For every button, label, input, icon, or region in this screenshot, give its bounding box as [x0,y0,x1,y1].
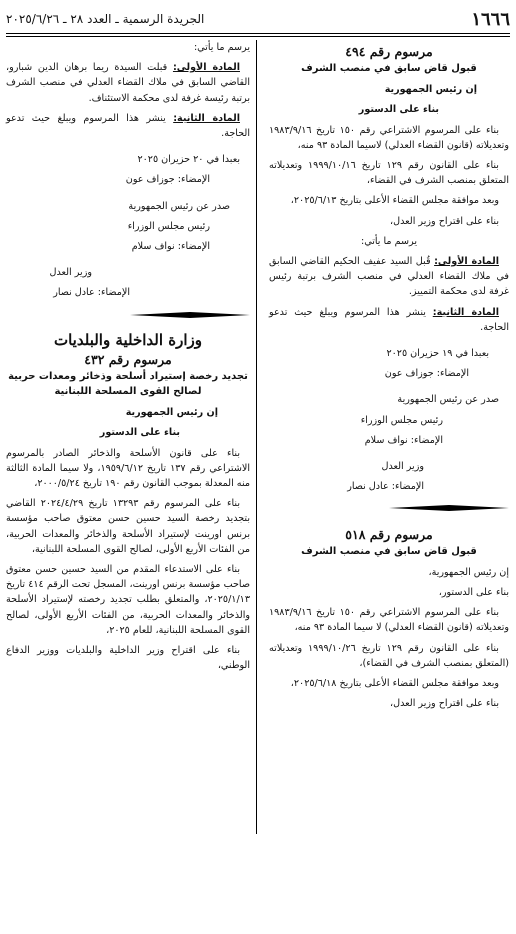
decree-494-article-2 [269,305,509,335]
decree-432-subject: تجديد رخصة إستيراد أسلحة وذخائر ومعدات حربية لصالح القوى المسلحة اللبنانية [8,371,248,398]
decree-494-constitution: بناء على الدستور [358,104,439,116]
decree-494-para-3: وبعد موافقة مجلس القضاء الأعلى بتاريخ ٢٠٢٥/٦/١٣، [290,195,499,207]
decree-518-title: مرسوم رقم ٥١٨ [345,526,433,542]
decree-cont-justice: وزير العدل [49,267,92,279]
decree-518-para-1: بناء على المرسوم الاشتراعي رقم ١٥٠ تاريخ ١٩٨٣/٩/١٦ وتعديلاته (قانون القضاء العدلي) لا سيما المادة ٩٣ منه، [269,607,509,634]
article-2-text: ينشر هذا المرسوم ويبلغ حيث تدعو الحاجة. [6,112,250,140]
right-column [269,40,509,928]
decree-494-article-1 [269,254,509,300]
decree-432-title: مرسوم رقم ٤٣٢ [84,352,172,368]
decree-518-constitution: بناء على الدستور، [438,587,509,599]
page-header [6,6,510,32]
decree-cont-sig-justice: الإمضاء: عادل نصار [53,287,130,299]
article-1-label: المادة الأولى: [172,62,240,74]
left-column [6,40,250,928]
decree-518-president: إن رئيس الجمهورية، [428,566,509,578]
decree-432-para-3: بناء على الاستدعاء المقدم من السيد حسين حسن معتوق صاحب مؤسسة برنس اورينت، المسجل تحت الرقم ٤١٤ تاريخ ٢٠٢٥/١/١٣، والمتعلق بطلب تجديد رخصته لإستيراد الأسلحة والذخائر والمعدات الحربية، من الفئات الأربع الأولى، لصالح القوى المسلحة اللبنانية، للعام ٢٠٢٥، [6,564,250,636]
page-number: ١٦٦٦ [471,8,510,30]
article-2-label: المادة الثانية: [173,112,240,124]
decree-cont-decrees: يرسم ما يأتي: [193,42,250,53]
decree-494-title: مرسوم رقم ٤٩٤ [345,44,433,59]
decree-494-decrees: يرسم ما يأتي: [360,235,418,247]
decree-432-para-1: بناء على قانون الأسلحة والذخائر الصادر بالمرسوم الاشتراعي رقم ١٣٧ تاريخ ١٩٥٩/٦/١٢، ولا سيما المادة الثالثة منه المعدلة بموجب القانون رقم ١٩٠ تاريخ ٢٠٠٠/٥/٢٤، [6,447,250,490]
decree-432-para-2: بناء على المرسوم رقم ١٣٢٩٣ تاريخ ٢٠٢٤/٤/٢٩ القاضي بتجديد رخصة السيد حسين حسن معتوق صاحب مؤسسة برنس اورينت لإستيراد الأسلحة والذخائر والمعدات الحربية، من الفئات الأربع الأولى، لصالح القوى المسلحة اللبنانية، [6,498,250,555]
article-1-text: قبلت السيدة ريما برهان الدين شبارو، القاضي السابق في ملاك القضاء العدلي في منصب الشرف برتبة رئيسة غرفة لدى محكمة الاستئناف. [6,62,250,104]
ornament-divider [389,505,509,511]
decree-494-para-4: بناء على اقتراح وزير العدل، [390,215,499,227]
decree-494-date: بعبدا في ١٩ حزيران ٢٠٢٥ [386,348,489,360]
decree-494-sig-president: الإمضاء: جوزاف عون [384,368,469,380]
decree-518-para-3: وبعد موافقة مجلس القضاء الأعلى بتاريخ ٢٠٢٥/٦/١٨، [290,678,499,690]
article-2-label: المادة الثانية: [432,306,499,318]
article-1-label: المادة الأولى: [434,256,499,268]
header-rule-thin [6,36,510,37]
decree-518-subject: قبول قاض سابق في منصب الشرف [301,545,477,557]
decree-cont-article-1 [6,60,250,106]
article-2-text: ينشر هذا المرسوم ويبلغ حيث تدعو الحاجة. [269,306,509,333]
decree-cont-sig-pm: الإمضاء: نواف سلام [131,241,210,253]
decree-494-para-1: بناء على المرسوم الاشتراعي رقم ١٥٠ تاريخ ١٩٨٣/٩/١٦ وتعديلاته (قانون القضاء العدلي) لاسيما المادة ٩٣ منه، [269,124,509,151]
article-1-text: قُبل السيد عفيف الحكيم القاضي السابق في ملاك القضاء العدلي في منصب الشرف برتبة رئيس غرفة لدى محكمة التمييز. [269,256,509,298]
decree-432-president: إن رئيس الجمهورية [125,407,218,419]
decree-494-issued: صدر عن رئيس الجمهورية [397,394,499,406]
column-divider [256,40,257,834]
decree-494-para-2: بناء على القانون رقم ١٢٩ تاريخ ١٩٩٩/١٠/١٦ وتعديلاته المتعلق بمنصب الشرف في القضاء، [269,160,509,187]
ornament-divider [130,312,250,318]
decree-cont-article-2 [6,111,250,141]
header-rule-thick [6,33,510,34]
decree-432-para-4: بناء على اقتراح وزير الداخلية والبلديات ووزير الدفاع الوطني، [6,645,250,672]
decree-cont-date: بعبدا في ٢٠ حزيران ٢٠٢٥ [137,154,240,166]
decree-cont-pm: رئيس مجلس الوزراء [127,220,210,232]
decree-494-pm: رئيس مجلس الوزراء [360,414,443,426]
decree-cont-sig-president: الإمضاء: جوزاف عون [125,174,210,186]
gazette-title: الجريدة الرسمية ـ العدد ٢٨ ـ ٢٠٢٥/٦/٢٦ [6,12,205,26]
ministry-heading: وزارة الداخلية والبلديات [53,330,202,349]
decree-494-sig-pm: الإمضاء: نواف سلام [364,434,443,446]
decree-494-subject: قبول قاض سابق في منصب الشرف [301,63,477,75]
decree-432-constitution: بناء على الدستور [99,427,180,439]
decree-494-justice: وزير العدل [381,461,424,473]
decree-494-sig-justice: الإمضاء: عادل نصار [347,481,424,493]
decree-494-president: إن رئيس الجمهورية [384,84,477,96]
decree-518-para-2: بناء على القانون رقم ١٢٩ تاريخ ١٩٩٩/١٠/٢٦ وتعديلاته (المتعلق بمنصب الشرف في القضاء)، [269,642,509,669]
decree-cont-issued: صدر عن رئيس الجمهورية [128,200,230,212]
decree-518-para-4: بناء على اقتراح وزير العدل، [390,698,499,710]
